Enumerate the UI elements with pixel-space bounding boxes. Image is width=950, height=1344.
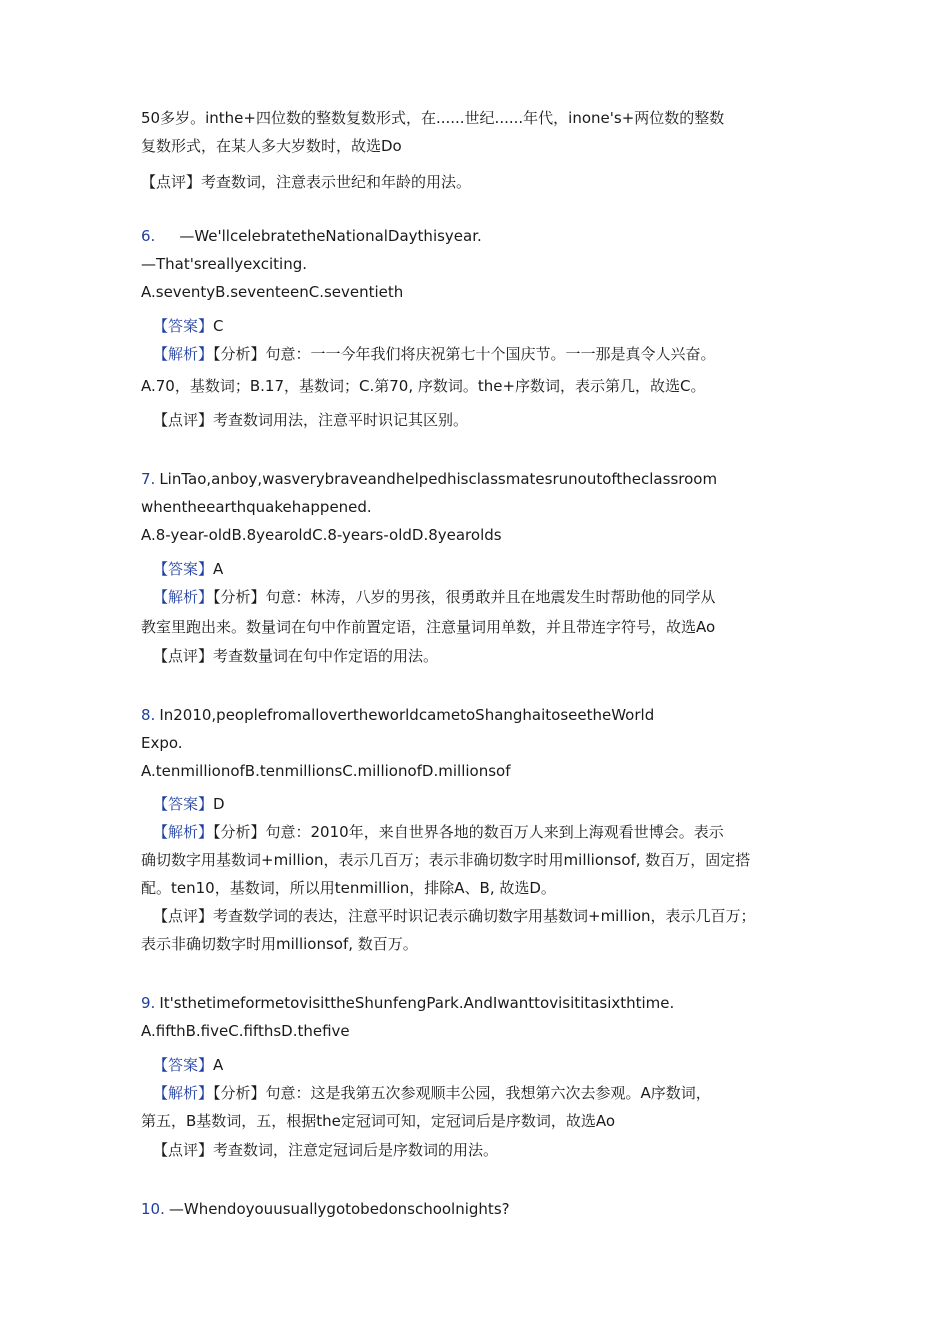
- analysis-line: [153, 344, 716, 364]
- analysis-text: 【分析】句意：一一今年我们将庆祝第七十个国庆节。一一那是真令人兴奋。: [213, 345, 716, 363]
- question-number: 8.: [141, 706, 156, 724]
- text-line: 复数形式，在某人多大岁数时，故选Do: [141, 137, 402, 155]
- answer-value: A: [213, 560, 224, 578]
- answer-tag: 【答案】: [153, 317, 214, 335]
- question-10: [141, 1199, 510, 1219]
- comment-line: 【点评】考查数词，注意表示世纪和年龄的用法。: [141, 173, 472, 191]
- analysis-text: 【分析】句意：2010年，来自世界各地的数百万人来到上海观看世博会。表示: [213, 823, 724, 841]
- question-text: LinTao,anboy,wasverybraveandhelpedhisclassmatesrunoutoftheclassroom: [159, 470, 718, 488]
- question-6: [141, 226, 482, 246]
- analysis-tag: 【解析】: [153, 588, 214, 606]
- answer-line: [153, 1055, 223, 1075]
- text-line: Expo.: [141, 734, 183, 752]
- question-number: 10.: [141, 1200, 165, 1218]
- question-number: 7.: [141, 470, 156, 488]
- question-9: [141, 993, 674, 1013]
- question-number: 9.: [141, 994, 156, 1012]
- question-7: [141, 469, 717, 489]
- analysis-line: [153, 1083, 711, 1103]
- analysis-text: 【分析】句意：林涛，八岁的男孩，很勇敢并且在地震发生时帮助他的同学从: [213, 588, 716, 606]
- text-line: —That'sreallyexciting.: [141, 255, 307, 273]
- question-text: In2010,peoplefromallovertheworldcametoShanghaitoseetheWorld: [159, 706, 655, 724]
- answer-tag: 【答案】: [153, 1056, 214, 1074]
- options-line: A.tenmillionofB.tenmillionsC.millionofD.millionsof: [141, 762, 511, 780]
- analysis-line: [153, 822, 724, 842]
- answer-tag: 【答案】: [153, 795, 214, 813]
- question-8: [141, 705, 654, 725]
- text-line: whentheearthquakehappened.: [141, 498, 372, 516]
- answer-value: C: [213, 317, 224, 335]
- analysis-tag: 【解析】: [153, 823, 214, 841]
- text-line: 教室里跑出来。数量词在句中作前置定语，注意量词用单数，并且带连字符号，故选Ao: [141, 618, 716, 636]
- text-line: A.70，基数词；B.17，基数词；C.第70, 序数词。the+序数词，表示第几，故选C。: [141, 377, 706, 395]
- text-line: 表示非确切数字时用millionsof, 数百万。: [141, 935, 418, 953]
- answer-line: [153, 794, 225, 814]
- analysis-text: 【分析】句意：这是我第五次参观顺丰公园，我想第六次去参观。A序数词，: [213, 1084, 711, 1102]
- question-text: It'sthetimeformetovisittheShunfengPark.AndIwanttovisititasixthtime.: [159, 994, 675, 1012]
- analysis-tag: 【解析】: [153, 1084, 214, 1102]
- options-line: A.fifthB.fiveC.fifthsD.thefive: [141, 1022, 350, 1040]
- comment-line: 【点评】考查数学词的表达，注意平时识记表示确切数字用基数词+million，表示几百万；: [153, 907, 756, 925]
- analysis-line: [153, 587, 716, 607]
- text-line: 配。ten10，基数词，所以用tenmillion，排除A、B, 故选D。: [141, 879, 556, 897]
- question-number: 6.: [141, 227, 156, 245]
- comment-line: 【点评】考查数词，注意定冠词后是序数词的用法。: [153, 1141, 499, 1159]
- comment-line: 【点评】考查数量词在句中作定语的用法。: [153, 647, 439, 665]
- question-text: —Whendoyouusuallygotobedonschoolnights?: [168, 1200, 510, 1218]
- options-line: A.seventyB.seventeenC.seventieth: [141, 283, 404, 301]
- answer-value: A: [213, 1056, 224, 1074]
- comment-line: 【点评】考查数词用法，注意平时识记其区别。: [153, 411, 469, 429]
- question-text: —We'llcelebratetheNationalDaythisyear.: [179, 227, 482, 245]
- answer-line: [153, 316, 224, 336]
- answer-tag: 【答案】: [153, 560, 214, 578]
- answer-value: D: [213, 795, 225, 813]
- text-line: 50多岁。inthe+四位数的整数复数形式，在......世纪......年代，inone's+两位数的整数: [141, 109, 725, 127]
- analysis-tag: 【解析】: [153, 345, 214, 363]
- answer-line: [153, 559, 223, 579]
- text-line: 第五，B基数词，五，根据the定冠词可知，定冠词后是序数词，故选Ao: [141, 1112, 616, 1130]
- text-line: 确切数字用基数词+million，表示几百万；表示非确切数字时用millionsof, 数百万，固定搭: [141, 851, 751, 869]
- options-line: A.8-year-oldB.8yearoldC.8-years-oldD.8yearolds: [141, 526, 502, 544]
